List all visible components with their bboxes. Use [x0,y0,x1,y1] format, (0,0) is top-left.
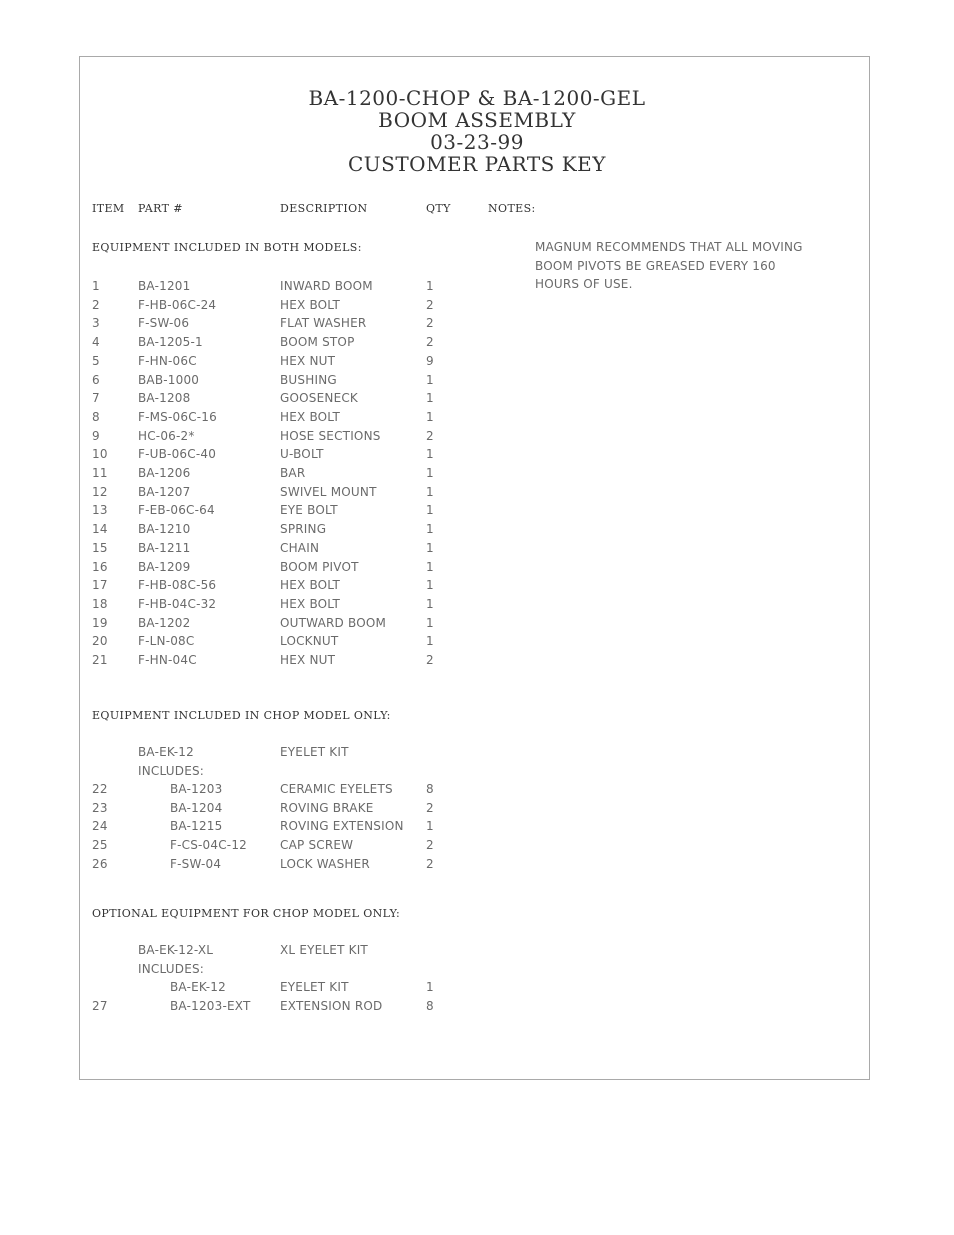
item-number: 18 [92,596,108,611]
part-number: BA-1209 [138,559,191,574]
quantity: 1 [426,447,434,462]
part-description: HEX BOLT [280,297,341,312]
item-number: 25 [92,838,108,853]
title-models: BA-1200-CHOP & BA-1200-GEL [308,86,646,110]
part-number: F-EB-06C-64 [138,503,215,518]
part-number: F-LN-08C [138,634,195,649]
optional-kit-includes-label: INCLUDES: [138,962,205,976]
part-description: FLAT WASHER [280,316,367,331]
part-description: SPRING [280,522,327,537]
part-description: HOSE SECTIONS [280,428,381,443]
part-number: BA-1211 [138,540,191,555]
part-description: HEX NUT [280,353,336,368]
part-description: HEX NUT [280,653,336,667]
part-description: INWARD BOOM [280,279,373,293]
part-number: BA-1202 [138,615,191,630]
part-number: BA-1208 [138,391,191,406]
part-description: HEX BOLT [280,578,341,593]
quantity: 1 [426,522,434,537]
part-number: F-HB-06C-24 [138,297,217,312]
part-description: GOOSENECK [280,391,358,406]
item-number: 14 [92,522,108,537]
part-description: EXTENSION ROD [280,998,383,1013]
part-number: BA-1207 [138,484,191,499]
part-number: F-HN-04C [138,653,197,667]
part-description: BUSHING [280,372,337,387]
quantity: 1 [426,484,434,499]
quantity: 8 [426,782,434,796]
column-header-qty: QTY [426,202,451,215]
part-description: LOCKNUT [280,634,339,649]
quantity: 1 [426,279,434,293]
item-number: 1 [92,279,100,293]
part-number: F-HN-06C [138,353,197,368]
part-number: BA-1210 [138,522,191,537]
part-number: BA-1205-1 [138,335,203,350]
item-number: 19 [92,615,108,630]
item-number: 24 [92,819,108,834]
part-number: F-SW-04 [170,856,222,871]
column-header-part: PART # [138,202,183,215]
item-number: 4 [92,335,100,350]
kit-description: EYELET KIT [280,745,349,759]
quantity: 1 [426,466,434,480]
quantity: 8 [426,998,434,1013]
part-description: EYE BOLT [280,503,338,518]
item-number: 12 [92,484,108,499]
part-description: LOCK WASHER [280,856,370,871]
quantity: 2 [426,856,434,871]
quantity: 2 [426,316,434,331]
title-parts-key: CUSTOMER PARTS KEY [347,152,606,176]
quantity: 1 [426,596,434,611]
quantity: 2 [426,428,434,443]
quantity: 1 [426,409,434,424]
part-description: BOOM PIVOT [280,559,359,574]
item-number: 22 [92,782,108,796]
quantity: 1 [426,540,434,555]
item-number: 6 [92,372,100,387]
maintenance-note: MAGNUM RECOMMENDS THAT ALL MOVING BOOM PIVOTS BE GREASED EVERY 160 HOURS OF USE. [535,240,803,291]
quantity: 1 [426,819,434,834]
item-number: 16 [92,559,108,574]
quantity: 2 [426,335,434,350]
item-number: 23 [92,800,108,815]
quantity: 9 [426,353,434,368]
item-number: 10 [92,447,108,462]
part-description: CHAIN [280,540,320,555]
item-number: 8 [92,409,100,424]
part-number: HC-06-2* [138,428,195,443]
quantity: 2 [426,297,434,312]
section-heading-both-models: EQUIPMENT INCLUDED IN BOTH MODELS: [92,241,362,254]
quantity: 2 [426,838,434,853]
quantity: 1 [426,578,434,593]
part-description: CAP SCREW [280,838,354,853]
item-number: 27 [92,998,108,1013]
part-description: SWIVEL MOUNT [280,484,377,499]
part-description: OUTWARD BOOM [280,615,387,630]
column-header-description: DESCRIPTION [280,202,368,215]
column-header-notes: NOTES: [488,202,536,215]
quantity: 1 [426,980,434,994]
part-number: F-UB-06C-40 [138,447,217,462]
part-number: BA-1204 [170,800,223,815]
quantity: 1 [426,503,434,518]
item-number: 15 [92,540,108,555]
item-number: 11 [92,466,108,480]
part-description: CERAMIC EYELETS [280,782,393,796]
item-number: 13 [92,503,108,518]
part-number: F-SW-06 [138,316,190,331]
part-number: F-CS-04C-12 [170,838,248,853]
part-description: ROVING BRAKE [280,800,374,815]
part-description: U-BOLT [280,447,324,462]
part-description: EYELET KIT [280,980,349,994]
item-number: 5 [92,353,100,368]
kit-includes-label: INCLUDES: [138,764,205,778]
part-number: BA-1215 [170,819,223,834]
part-description: BAR [280,466,306,480]
quantity: 1 [426,559,434,574]
item-number: 26 [92,856,108,871]
item-number: 3 [92,316,100,331]
item-number: 17 [92,578,108,593]
section-heading-chop-only: EQUIPMENT INCLUDED IN CHOP MODEL ONLY: [92,709,391,722]
part-number: BAB-1000 [138,372,200,387]
quantity: 1 [426,372,434,387]
quantity: 2 [426,653,434,667]
part-number: BA-1203 [170,782,223,796]
item-number: 9 [92,428,100,443]
quantity: 2 [426,800,434,815]
part-number: BA-1203-EXT [170,998,251,1013]
part-description: HEX BOLT [280,409,341,424]
item-number: 7 [92,391,100,406]
section-heading-optional: OPTIONAL EQUIPMENT FOR CHOP MODEL ONLY: [92,907,401,920]
parts-sheet [79,56,870,1080]
part-number: BA-1201 [138,279,191,293]
part-description: HEX BOLT [280,596,341,611]
part-number: BA-1206 [138,466,191,480]
part-description: ROVING EXTENSION [280,819,404,834]
optional-kit-description: XL EYELET KIT [280,943,368,957]
part-description: BOOM STOP [280,335,355,350]
quantity: 1 [426,391,434,406]
column-header-item: ITEM [92,202,125,215]
item-number: 2 [92,297,100,312]
optional-kit-part-number: BA-EK-12-XL [138,943,214,957]
kit-part-number: BA-EK-12 [138,745,194,759]
part-number: BA-EK-12 [170,980,226,994]
item-number: 20 [92,634,108,649]
quantity: 1 [426,634,434,649]
part-number: F-MS-06C-16 [138,409,217,424]
part-number: F-HB-08C-56 [138,578,217,593]
item-number: 21 [92,653,108,667]
part-number: F-HB-04C-32 [138,596,217,611]
title-assembly: BOOM ASSEMBLY [378,108,576,132]
quantity: 1 [426,615,434,630]
title-date: 03-23-99 [430,130,524,154]
